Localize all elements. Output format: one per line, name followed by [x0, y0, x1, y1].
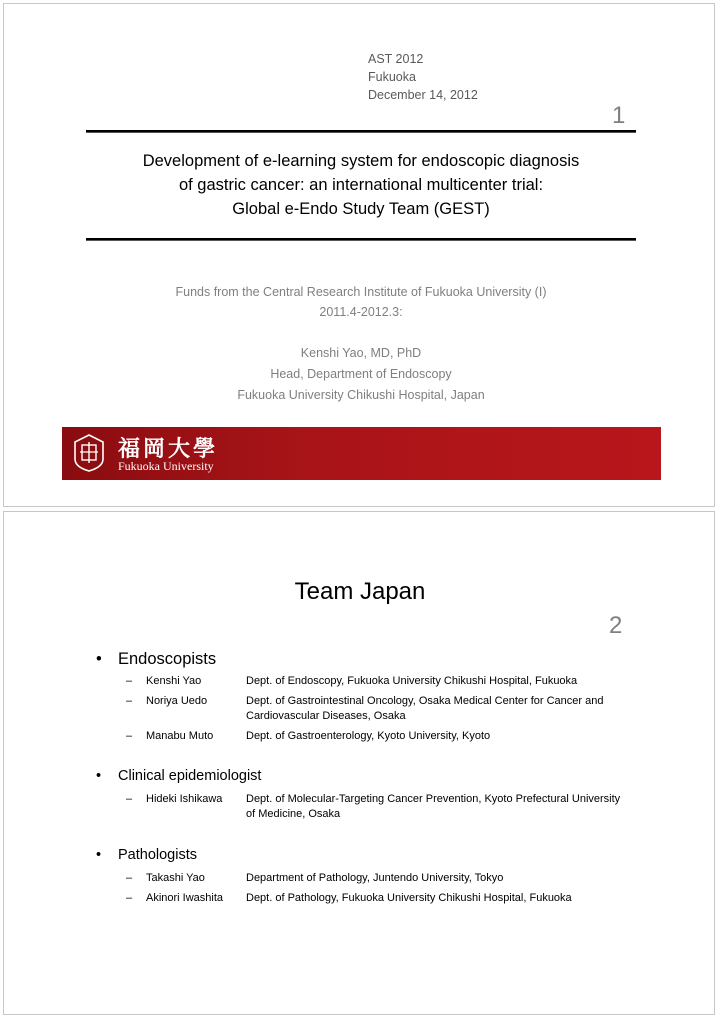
slide-2	[3, 511, 715, 1015]
slide-title	[74, 149, 648, 221]
university-banner	[62, 427, 661, 480]
member-row	[96, 792, 626, 822]
member-row	[96, 674, 626, 689]
funds-text	[64, 282, 658, 322]
title-line: of gastric cancer: an international multicenter trial:	[178, 176, 544, 194]
section-heading-text: Clinical epidemiologist	[118, 768, 262, 784]
section-heading-text: Pathologists	[118, 847, 197, 863]
university-seal-icon	[72, 433, 106, 473]
slide-number: 1	[612, 102, 626, 129]
section-heading-text: Endoscopists	[118, 650, 217, 668]
title-rule-bottom	[86, 238, 636, 241]
title-line: Development of e-learning system for endoscopic diagnosis	[142, 152, 580, 170]
member-name: Manabu Muto	[146, 730, 214, 742]
author-position: Head, Department of Endoscopy	[270, 367, 452, 381]
university-name-en: Fukuoka University	[118, 459, 214, 473]
author-name: Kenshi Yao, MD, PhD	[300, 346, 422, 360]
bullet-icon: •	[96, 650, 102, 668]
member-name: Hideki Ishikawa	[146, 793, 223, 805]
meta-date: December 14, 2012	[368, 88, 478, 102]
meta-city: Fukuoka	[368, 70, 416, 84]
bullet-icon: •	[96, 768, 102, 784]
dash-icon: –	[126, 892, 133, 904]
dash-icon: –	[126, 695, 133, 707]
dash-icon: –	[126, 872, 133, 884]
member-name: Kenshi Yao	[146, 675, 202, 687]
member-affiliation: Department of Pathology, Juntendo University, Tokyo	[246, 872, 504, 884]
member-row	[96, 729, 626, 744]
author-institution: Fukuoka University Chikushi Hospital, Japan	[237, 388, 485, 402]
slide-number: 2	[609, 612, 623, 639]
member-row	[96, 871, 626, 886]
funds-line: 2011.4-2012.3:	[319, 305, 403, 319]
slide-meta	[368, 50, 478, 104]
member-affiliation: Dept. of Gastroenterology, Kyoto University, Kyoto	[246, 730, 491, 742]
dash-icon: –	[126, 793, 133, 805]
slide-1	[3, 3, 715, 507]
member-name: Takashi Yao	[146, 872, 205, 884]
university-name-jp: 福岡大學	[118, 436, 219, 462]
member-name: Akinori Iwashita	[146, 892, 224, 904]
member-affiliation: Dept. of Pathology, Fukuoka University Chikushi Hospital, Fukuoka	[246, 892, 572, 904]
member-name: Noriya Uedo	[146, 695, 208, 707]
section-heading	[96, 847, 626, 871]
section-heading	[96, 768, 626, 792]
member-row	[96, 694, 626, 724]
member-affiliation: Dept. of Gastrointestinal Oncology, Osaka Medical Center for Cancer and Cardiovascular Diseases, Osaka	[246, 695, 604, 722]
bullet-icon: •	[96, 847, 102, 863]
title-rule-top	[86, 130, 636, 133]
title-line: Global e-Endo Study Team (GEST)	[232, 200, 490, 218]
section-clinical-epidemiologist	[96, 768, 626, 827]
member-affiliation: Dept. of Endoscopy, Fukuoka University Chikushi Hospital, Fukuoka	[246, 675, 578, 687]
section-endoscopists	[96, 650, 626, 749]
section-pathologists	[96, 847, 626, 911]
dash-icon: –	[126, 675, 133, 687]
slide-title: Team Japan	[294, 578, 426, 605]
member-row	[96, 891, 626, 906]
meta-conference: AST 2012	[368, 52, 424, 66]
section-heading	[96, 650, 626, 674]
funds-line: Funds from the Central Research Institute of Fukuoka University (I)	[175, 285, 547, 299]
dash-icon: –	[126, 730, 133, 742]
member-affiliation: Dept. of Molecular-Targeting Cancer Prevention, Kyoto Prefectural University of Medicine, Osaka	[246, 793, 621, 820]
author-info	[64, 343, 658, 406]
